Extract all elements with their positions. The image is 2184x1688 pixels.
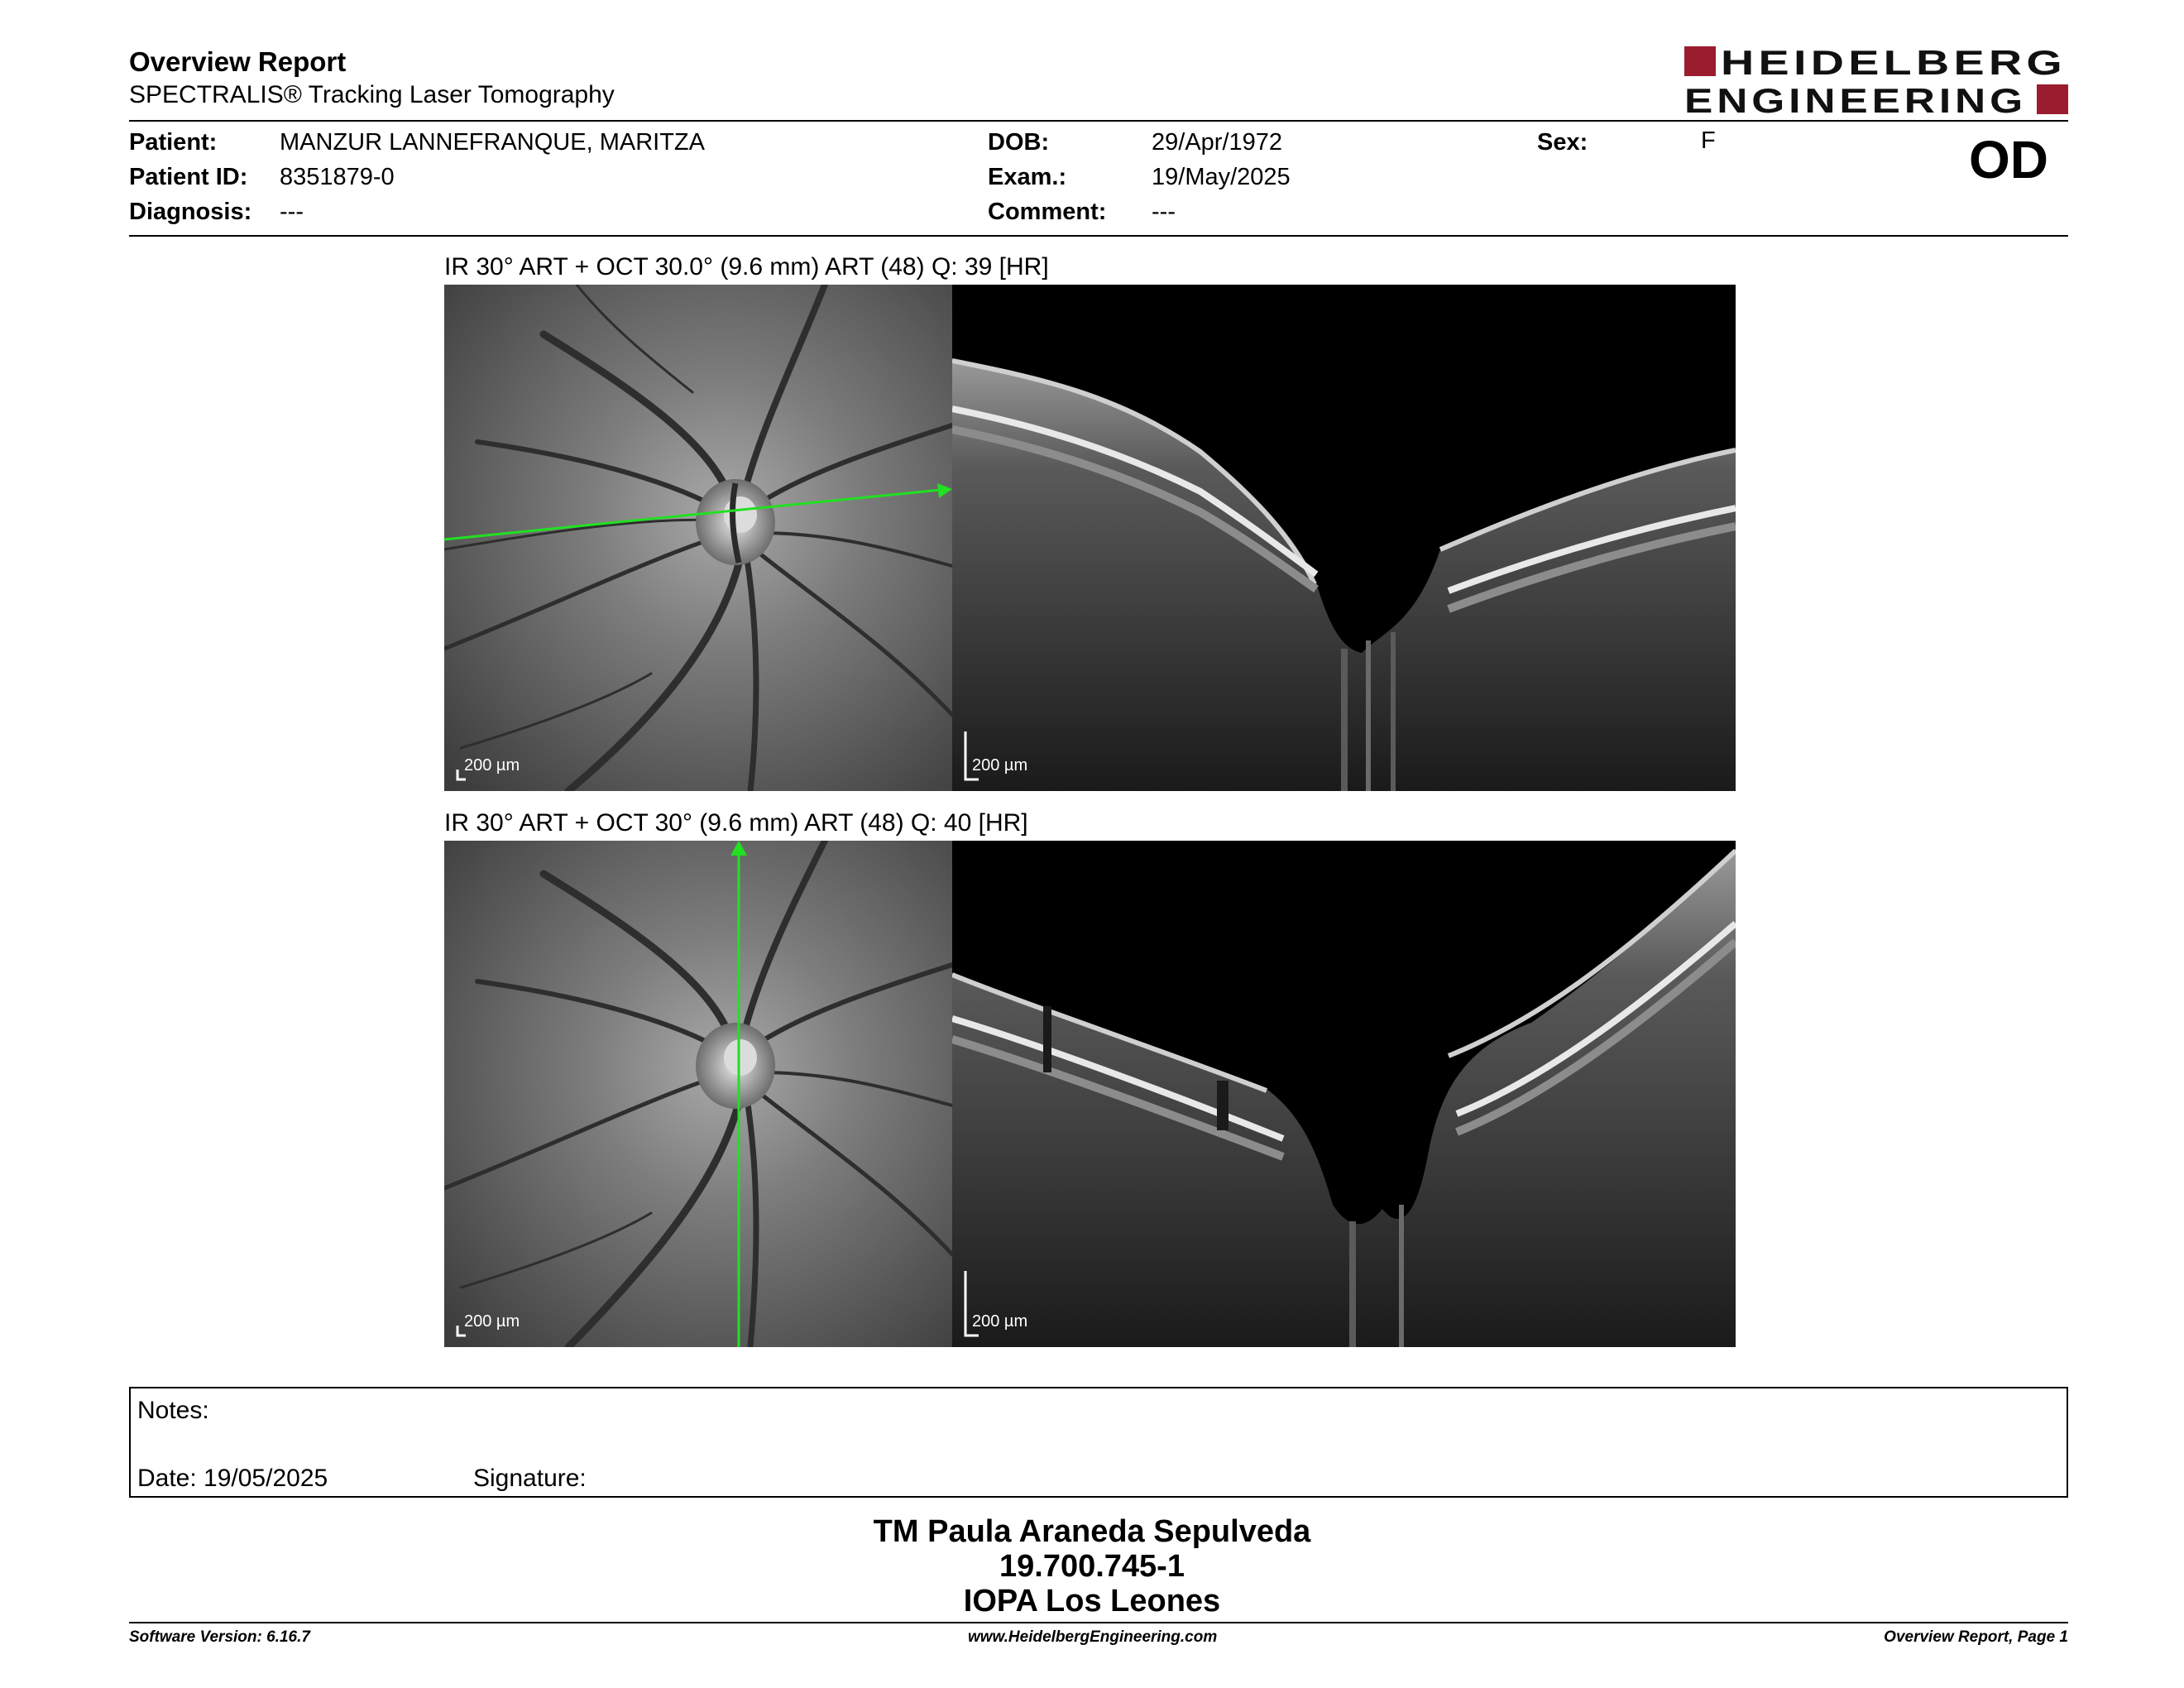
dob-label: DOB: [988, 129, 1050, 156]
website-link[interactable]: www.HeidelbergEngineering.com [968, 1628, 1218, 1646]
patient-name: MANZUR LANNEFRANQUE, MARITZA [280, 129, 705, 156]
report-title: Overview Report [129, 46, 347, 77]
patient-name-label: Patient: [129, 129, 218, 156]
scan-1-oct-bscan [952, 285, 1736, 791]
scan-1-oct-scale: 200 µm [972, 756, 1028, 774]
scan-1-fundus-image [444, 285, 952, 791]
notes-date: Date: 19/05/2025 [137, 1465, 328, 1492]
report-subtitle: SPECTRALIS® Tracking Laser Tomography [129, 81, 615, 108]
diagnosis-label: Diagnosis: [129, 199, 252, 225]
sex-label: Sex: [1537, 129, 1588, 156]
scan-2-title: IR 30° ART + OCT 30° (9.6 mm) ART (48) Q: 40 [HR] [444, 809, 1028, 837]
scan-2-fundus-image [444, 841, 952, 1347]
signature-label: Signature: [473, 1465, 587, 1492]
heidelberg-logo [1684, 45, 2068, 116]
notes-box [129, 1387, 2068, 1498]
comment-label: Comment: [988, 199, 1107, 225]
scan-2-oct-scale: 200 µm [972, 1312, 1028, 1331]
logo-line2: ENGINEERING [1684, 81, 2027, 116]
dob-value: 29/Apr/1972 [1152, 129, 1283, 156]
comment-value: --- [1152, 199, 1176, 225]
stamp-name: TM Paula Araneda Sepulveda [873, 1514, 1311, 1549]
eye-laterality: OD [1969, 130, 2048, 189]
scan-2-oct-bscan [952, 841, 1736, 1347]
scan-1-title: IR 30° ART + OCT 30.0° (9.6 mm) ART (48) Q: 39 [HR] [444, 253, 1049, 281]
patient-id: 8351879-0 [280, 164, 395, 190]
exam-value: 19/May/2025 [1152, 164, 1291, 190]
patient-id-label: Patient ID: [129, 164, 248, 190]
stamp-id: 19.700.745-1 [999, 1549, 1185, 1584]
stamp-institution: IOPA Los Leones [963, 1584, 1221, 1618]
sex-value: F [1701, 127, 1716, 154]
notes-label: Notes: [137, 1397, 209, 1424]
logo-line1: HEIDELBERG [1721, 45, 2067, 82]
footer-divider [129, 1622, 2068, 1623]
header-divider [129, 120, 2068, 122]
exam-label: Exam.: [988, 164, 1067, 190]
info-divider [129, 235, 2068, 237]
software-version: Software Version: 6.16.7 [129, 1628, 310, 1646]
scan-1-fundus-scale: 200 µm [464, 756, 520, 774]
diagnosis-value: --- [280, 199, 304, 225]
scan-2-fundus-scale: 200 µm [464, 1312, 520, 1331]
page-number: Overview Report, Page 1 [1884, 1628, 2068, 1646]
